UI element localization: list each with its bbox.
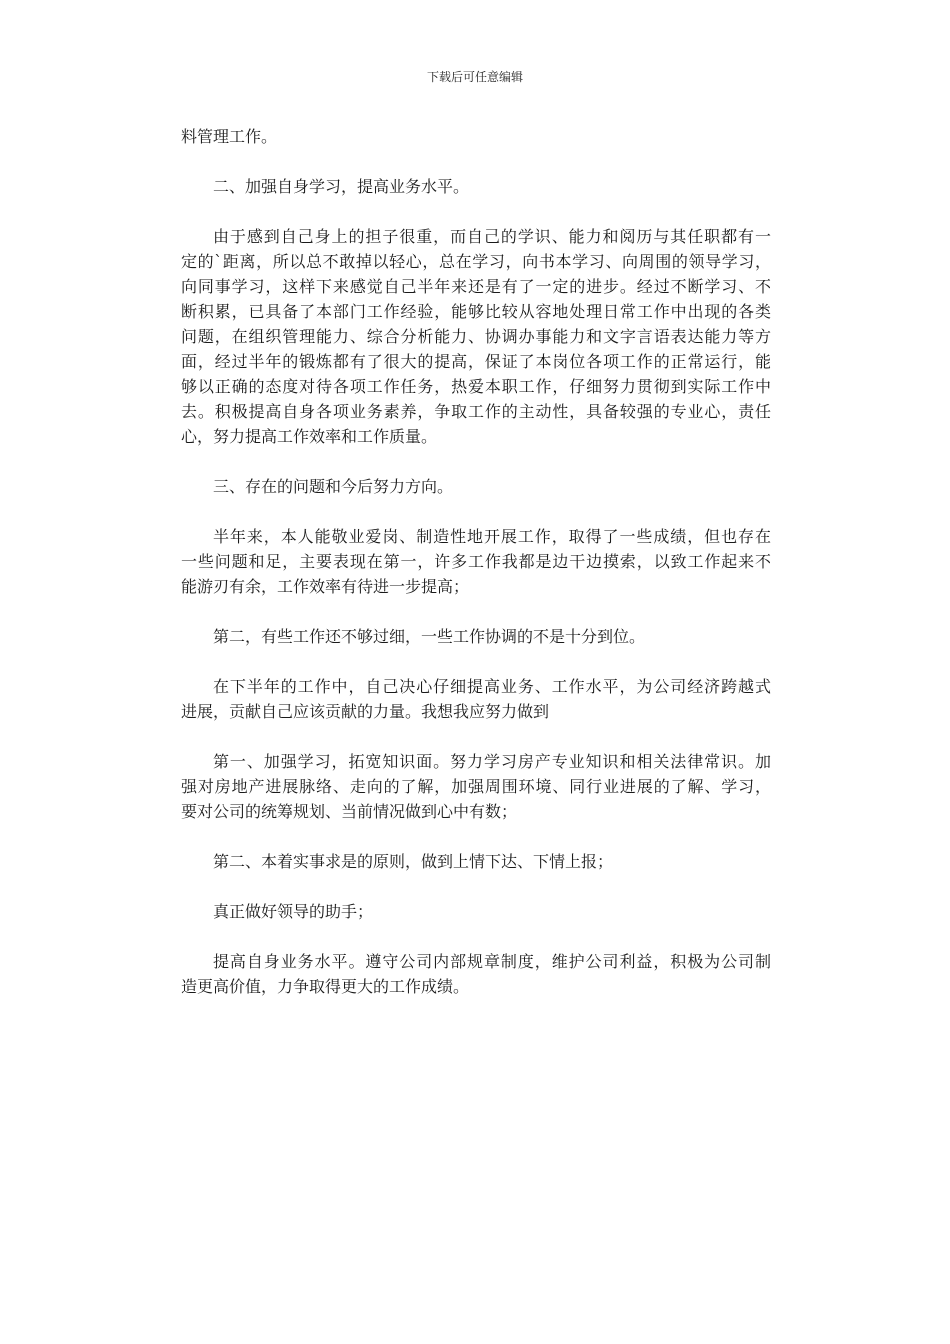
paragraph-line: 真正做好领导的助手； [213,902,374,921]
paragraph-line: 强对房地产进展脉络、走向的了解，加强周围环境、同行业进展的了解、学习， [181,777,771,796]
paragraph-line: 去。积极提高自身各项业务素养，争取工作的主动性，具备较强的专业心，责任 [181,402,771,421]
paragraph-line: 定的`距离，所以总不敢掉以轻心，总在学习，向书本学习、向周围的领导学习， [181,252,771,271]
paragraph-line: 造更高价值，力争取得更大的工作成绩。 [181,977,470,996]
paragraph-line: 要对公司的统筹规划、当前情况做到心中有数； [181,802,518,821]
page-header: 下载后可任意编辑 [426,70,523,84]
paragraph-line: 进展，贡献自己应该贡献的力量。我想我应努力做到 [181,702,550,721]
paragraph-line: 断积累，已具备了本部门工作经验，能够比较从容地处理日常工作中出现的各类 [181,302,771,321]
paragraph-line: 面，经过半年的锻炼都有了很大的提高，保证了本岗位各项工作的正常运行，能 [181,352,771,371]
paragraph-line: 向同事学习，这样下来感觉自己半年来还是有了一定的进步。经过不断学习、不 [181,277,771,296]
paragraph-line: 由于感到自己身上的担子很重，而自己的学识、能力和阅历与其任职都有一 [213,227,771,246]
section-heading: 二、加强自身学习，提高业务水平。 [213,177,470,196]
paragraph-line: 在下半年的工作中，自己决心仔细提高业务、工作水平，为公司经济跨越式 [213,677,771,696]
paragraph-line: 第一、加强学习，拓宽知识面。努力学习房产专业知识和相关法律常识。加 [213,752,771,771]
paragraph-line: 心，努力提高工作效率和工作质量。 [181,427,438,446]
paragraph-line: 一些问题和足，主要表现在第一，许多工作我都是边干边摸索，以致工作起来不 [181,552,771,571]
paragraph-line: 够以正确的态度对待各项工作任务，热爱本职工作，仔细努力贯彻到实际工作中 [181,377,771,396]
paragraph-line: 半年来，本人能敬业爱岗、制造性地开展工作，取得了一些成绩，但也存在 [213,527,771,546]
paragraph-line: 提高自身业务水平。遵守公司内部规章制度，维护公司利益，积极为公司制 [213,952,771,971]
paragraph-line: 能游刃有余，工作效率有待进一步提高； [181,577,470,596]
section-heading: 三、存在的问题和今后努力方向。 [213,477,454,496]
paragraph-line: 第二、本着实事求是的原则，做到上情下达、下情上报； [213,852,614,871]
paragraph-line: 第二，有些工作还不够过细，一些工作协调的不是十分到位。 [213,627,646,646]
paragraph-line: 料管理工作。 [181,127,278,146]
paragraph-line: 问题，在组织管理能力、综合分析能力、协调办事能力和文字言语表达能力等方 [181,327,771,346]
